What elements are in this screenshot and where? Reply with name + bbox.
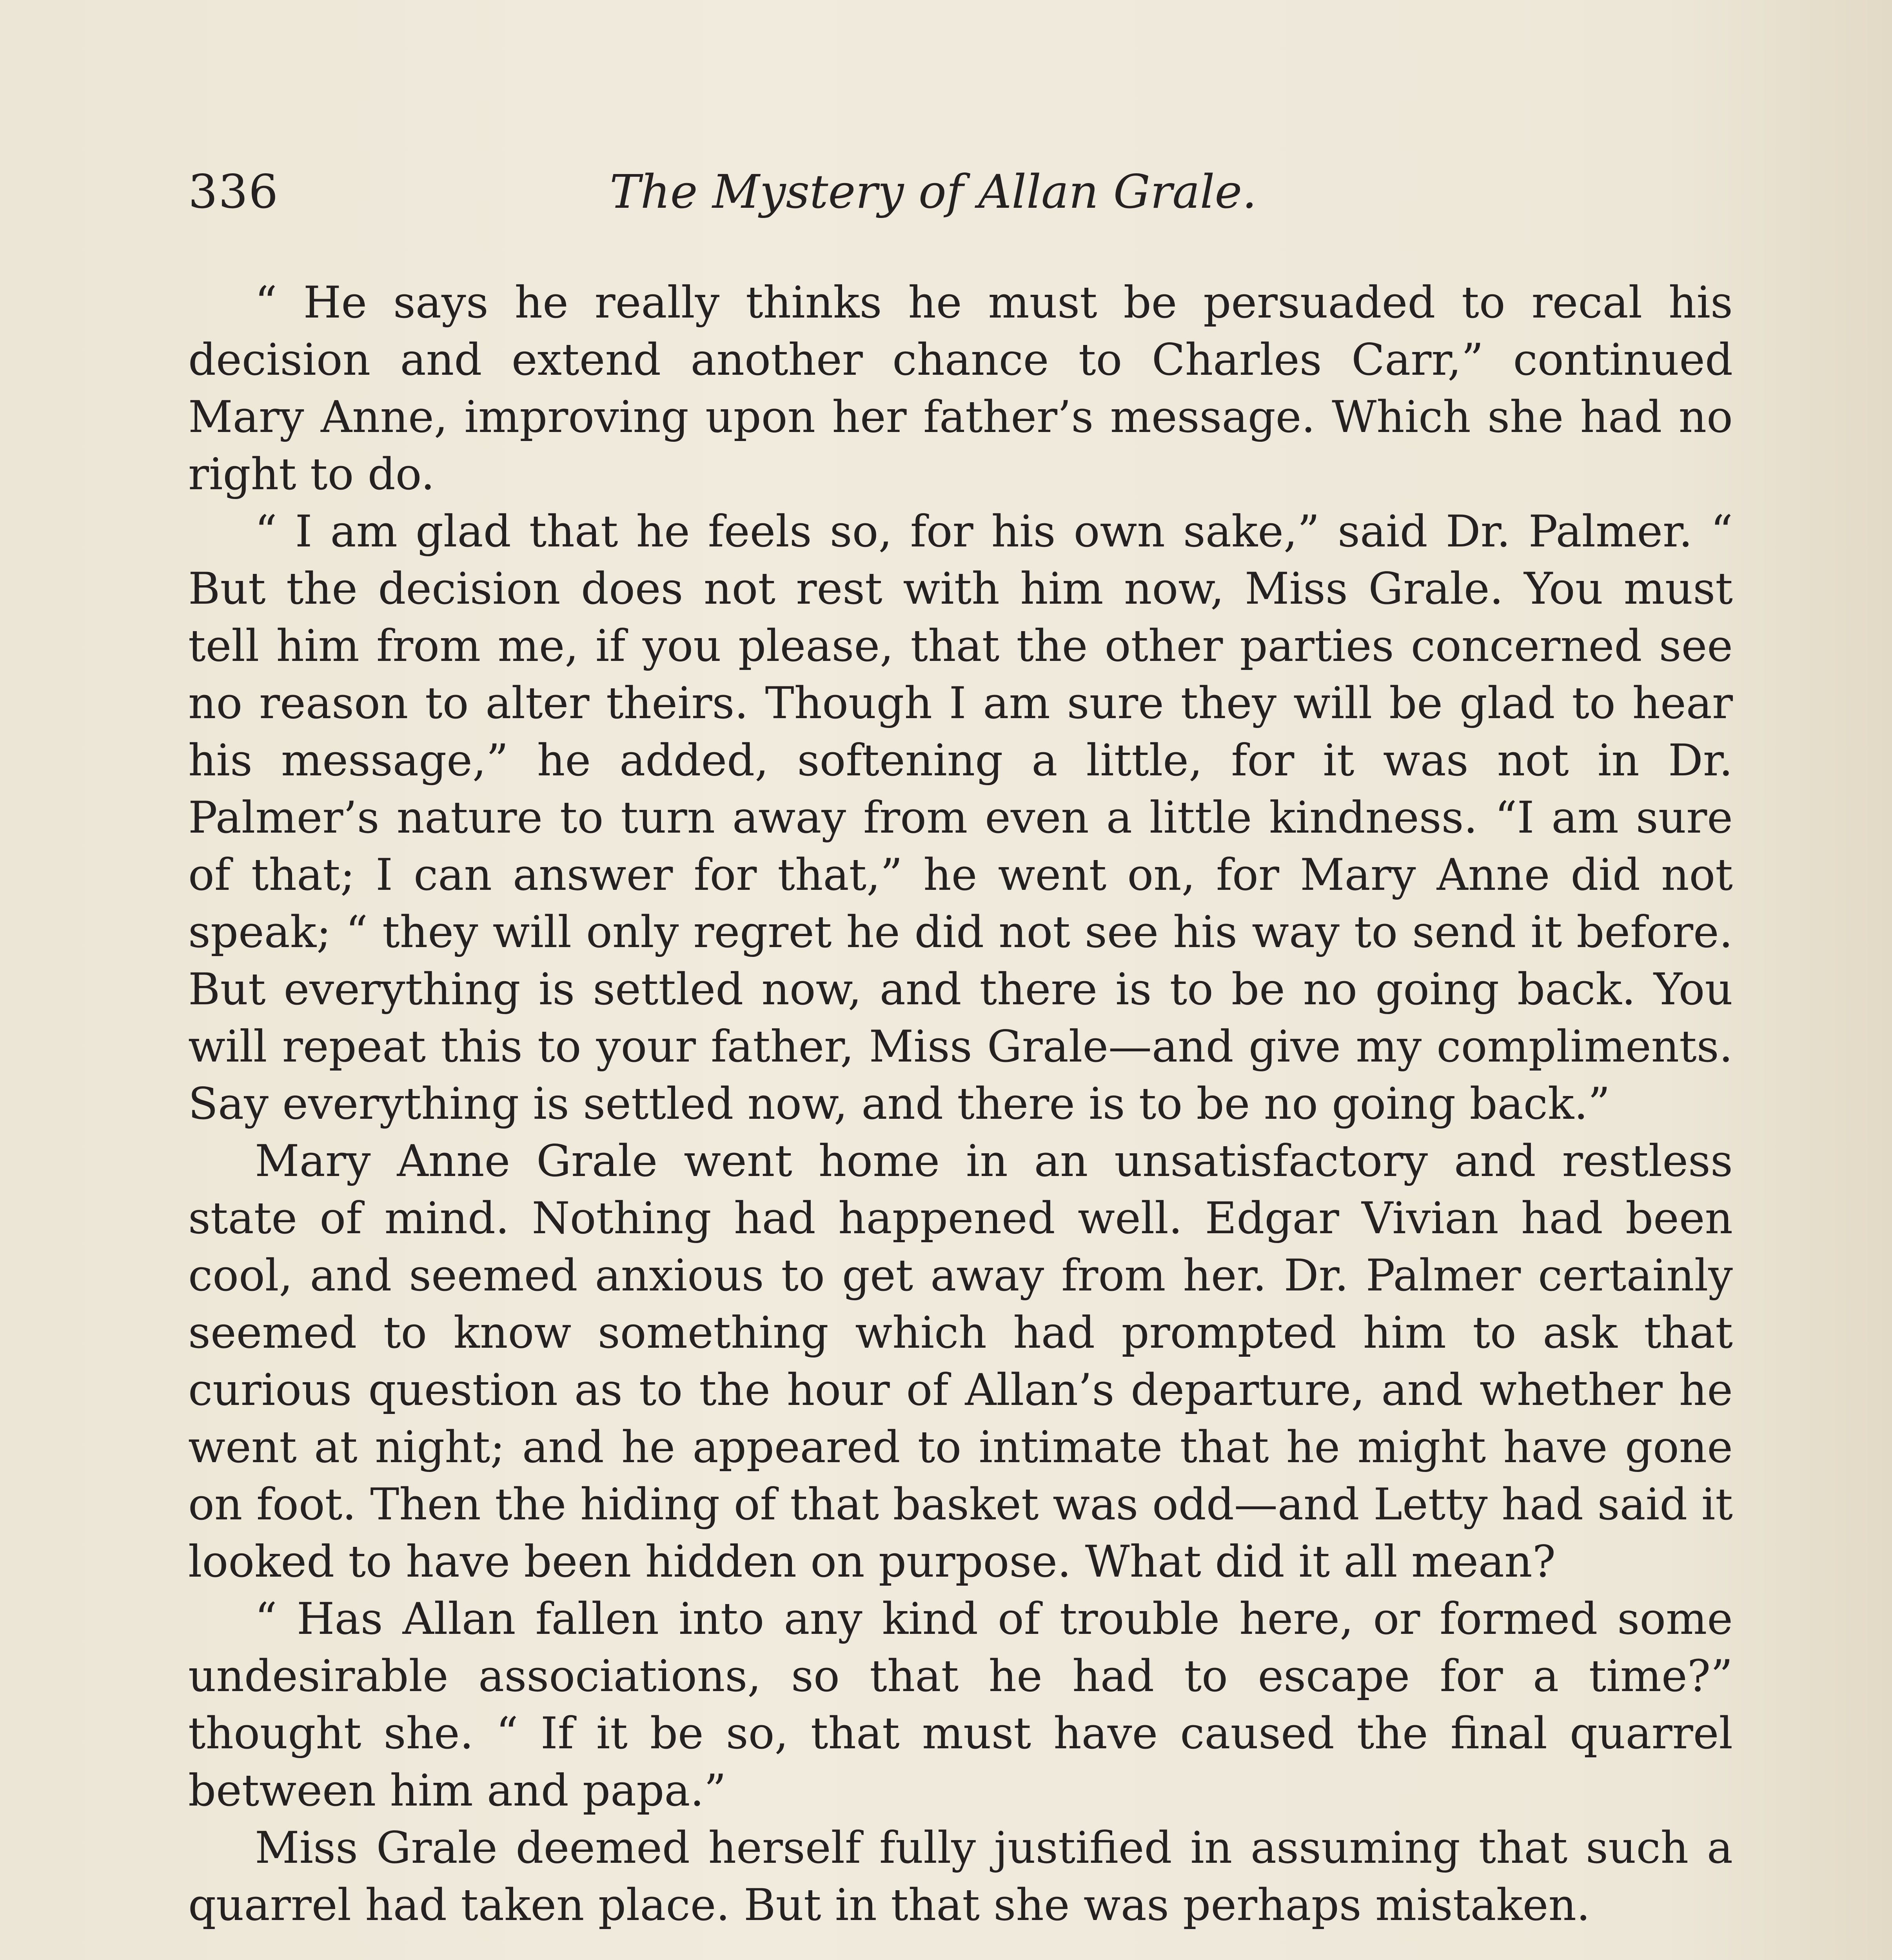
body-text: [188, 274, 1733, 1934]
page-number: 336: [188, 165, 279, 219]
paragraph: “ He says he really thinks he must be persuaded to recal his decision and extend another chance to Charles Carr,” continued Mary Anne, improving upon her father’s message. Which she had no right to do.: [188, 278, 1733, 500]
paragraph: “ Has Allan fallen into any kind of trouble here, or formed some undesirable associations, so that he had to escape for a time?” thought she. “ If it be so, that must have caused the final quarrel between him and papa.”: [188, 1594, 1733, 1816]
paragraph: Miss Grale deemed herself fully justified in assuming that such a quarrel had taken place. But in that she was perhaps mistaken.: [188, 1823, 1733, 1931]
paragraph: “ I am glad that he feels so, for his own sake,” said Dr. Palmer. “ But the decision does not rest with him now, Miss Grale. You must tell him from me, if you please, that the other parties concerned see no reason to alter theirs. Though I am sure they will be glad to hear his message,” he added, softening a little, for it was not in Dr. Palmer’s nature to turn away from even a little kindness. “I am sure of that; I can answer for that,” he went on, for Mary Anne did not speak; “ they will only regret he did not see his way to send it before. But everything is settled now, and there is to be no going back. You will repeat this to your father, Miss Grale—and give my compliments. Say everything is settled now, and there is to be no going back.”: [188, 506, 1733, 1129]
page-header: [188, 165, 1733, 235]
paragraph: Mary Anne Grale went home in an unsatisfactory and restless state of mind. Nothing had happened well. Edgar Vivian had been cool, and seemed anxious to get away from her. Dr. Palmer certainly seemed to know something which had prompted him to ask that curious question as to the hour of Allan’s departure, and whether he went at night; and he appeared to intimate that he might have gone on foot. Then the hiding of that basket was odd—and Letty had said it looked to have been hidden on purpose. What did it all mean?: [188, 1136, 1733, 1587]
running-title: The Mystery of Allan Grale.: [610, 165, 1257, 219]
